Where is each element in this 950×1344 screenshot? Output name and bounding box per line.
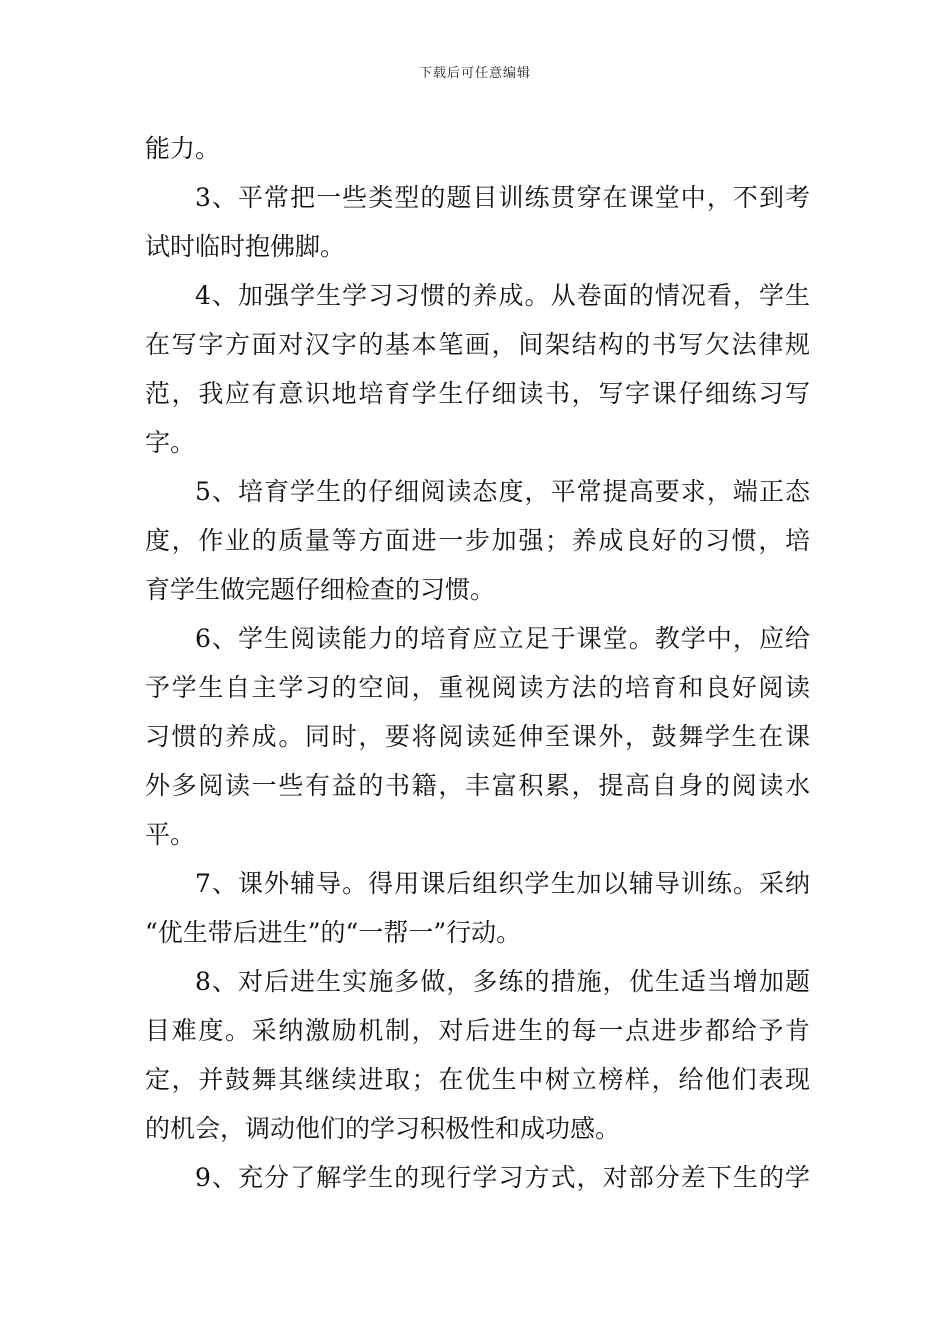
text-line: 试时临时抱佛脚。 xyxy=(145,232,346,261)
text-line: 外多阅读一些有益的书籍，丰富积累，提高自身的阅读水 xyxy=(145,771,810,800)
text-line: 的机会，调动他们的学习积极性和成功感。 xyxy=(145,1114,621,1143)
text-line: 字。 xyxy=(145,428,196,457)
text-line: 育学生做完题仔细检查的习惯。 xyxy=(145,575,496,604)
paragraph-7-start: 7、课外辅导。得用课后组织学生加以辅导训练。采纳 xyxy=(195,869,810,898)
paragraph-3-start: 3、平常把一些类型的题目训练贯穿在课堂中，不到考 xyxy=(195,183,810,212)
document-body xyxy=(145,124,810,1202)
text-line: 目难度。采纳激励机制，对后进生的每一点进步都给予肯 xyxy=(145,1016,810,1045)
text-line: “优生带后进生”的“一帮一”行动。 xyxy=(145,918,522,947)
paragraph-9-start: 9、充分了解学生的现行学习方式，对部分差下生的学 xyxy=(195,1163,810,1192)
paragraph-5-start: 5、培育学生的仔细阅读态度，平常提高要求，端正态 xyxy=(195,477,810,506)
page-header-note: 下载后可任意编辑 xyxy=(418,66,531,81)
text-line: 在写字方面对汉字的基本笔画，间架结构的书写欠法律规 xyxy=(145,330,810,359)
text-line: 能力。 xyxy=(145,134,221,163)
paragraph-4-start: 4、加强学生学习习惯的养成。从卷面的情况看，学生 xyxy=(195,281,810,310)
paragraph-8-start: 8、对后进生实施多做，多练的措施，优生适当增加题 xyxy=(195,967,810,996)
text-line: 习惯的养成。同时，要将阅读延伸至课外，鼓舞学生在课 xyxy=(145,722,810,751)
text-line: 平。 xyxy=(145,820,196,849)
paragraph-6-start: 6、学生阅读能力的培育应立足于课堂。教学中，应给 xyxy=(195,624,810,653)
text-line: 度，作业的质量等方面进一步加强；养成良好的习惯，培 xyxy=(145,526,810,555)
text-line: 定，并鼓舞其继续进取；在优生中树立榜样，给他们表现 xyxy=(145,1065,810,1094)
text-line: 予学生自主学习的空间，重视阅读方法的培育和良好阅读 xyxy=(145,673,810,702)
text-line: 范，我应有意识地培育学生仔细读书，写字课仔细练习写 xyxy=(145,379,810,408)
